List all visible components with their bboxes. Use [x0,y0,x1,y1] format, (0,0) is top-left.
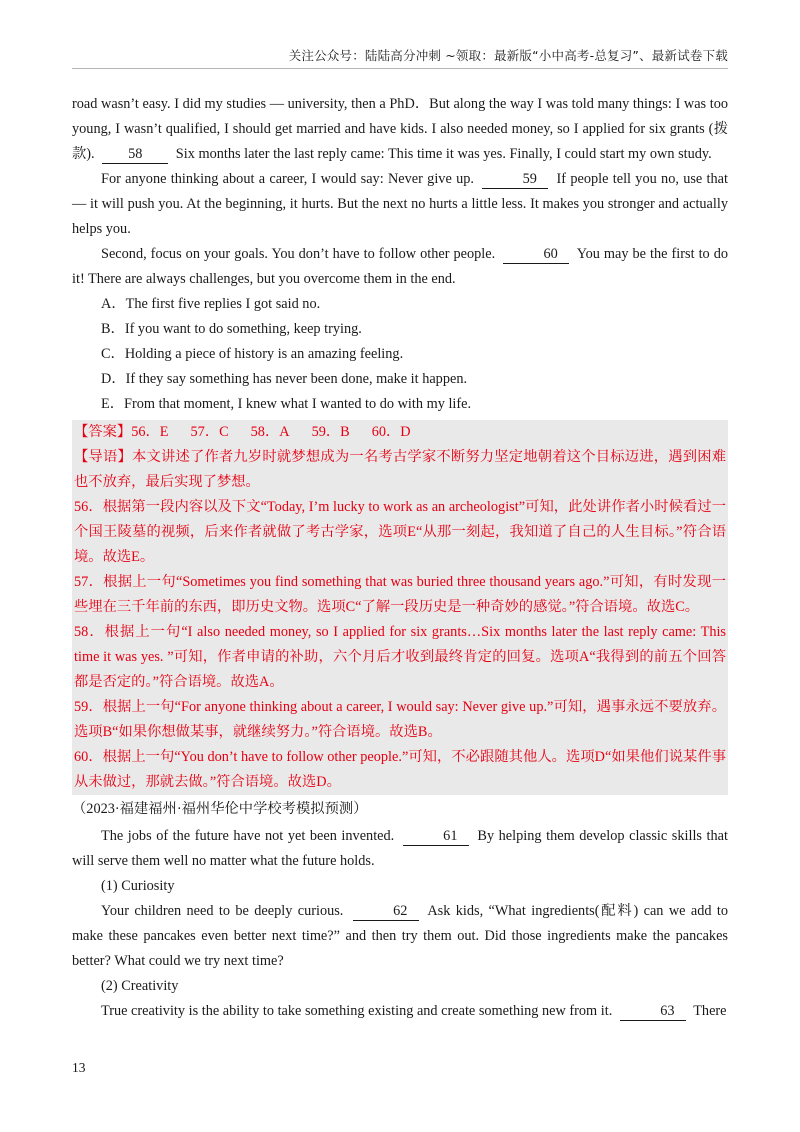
text: Second, focus on your goals. You don’t have to follow other people. [101,246,496,262]
blank-60: 60 [503,246,569,264]
explanation-56: 56．根据第一段内容以及下文“Today, I’m lucky to work as an archeologist”可知，此处讲作者小时候看过一个国王陵墓的视频，后来作者就做了考古学家，选项E“从那一刻起，我知道了自己的人生目标。”符合语境。故选E。 [74,499,726,565]
passage2-paragraph-1 [72,824,728,874]
blank-61: 61 [403,828,469,846]
passage2-paragraph-3 [72,999,728,1024]
header-divider [72,68,728,69]
answer-item: 59．B [311,424,350,440]
text: For anyone thinking about a career, I would say: Never give up. [101,171,474,187]
page-number: 13 [72,1060,86,1075]
text: Ask kids, “What ingredients(配料) can we add to make these pancakes even better next time?” and then try them out. Did those ingredients make the pancakes better? What could we try next time? [72,903,728,969]
blank-62: 62 [353,903,419,921]
blank-59: 59 [482,171,548,189]
text: If people tell you no, use that — it will push you. At the beginning, it hurts. But the next no hurts a little less. It makes you stronger and actually helps you. [72,171,728,237]
text: You may be the first to do it! There are always challenges, but you overcome them in the end. [72,246,729,287]
answer-item: 58．A [250,424,290,440]
option-b: B．If you want to do something, keep trying. [101,321,362,337]
blank-63: 63 [620,1003,686,1021]
answer-line [74,420,726,445]
answer-label: 【答案】 [74,424,132,440]
explanation-60: 60．根据上一句“You don’t have to follow other people.”可知，不必跟随其他人。选项D“如果他们说某件事从未做过，那就去做。”符合语境。故选D。 [74,749,726,790]
question-source: （2023·福建福州·福州华伦中学校考模拟预测） [72,801,368,817]
answer-item: 60．D [371,424,411,440]
explanation-57: 57．根据上一句“Sometimes you find something that was buried three thousand years ago.”可知，有时发现一些埋在三千年前的东西，即历史文物。选项C“了解一段历史是一种奇妙的感觉。”符合语境。故选C。 [74,574,726,615]
option-a: A．The first five replies I got said no. [101,296,321,312]
text: By helping them develop classic skills that will serve them well no matter what the future holds. [72,828,728,869]
text: Your children need to be deeply curious. [101,903,344,919]
text: The jobs of the future have not yet been invented. [101,828,395,844]
passage1-paragraph-1 [72,92,728,167]
option-d: D．If they say something has never been done, make it happen. [101,371,468,387]
section-heading-creativity: (2) Creativity [101,978,179,994]
passage1-paragraph-2 [72,167,728,242]
blank-58: 58 [102,146,168,164]
explanation-59: 59．根据上一句“For anyone thinking about a career, I would say: Never give up.”可知，遇事永远不要放弃。选项B“如果你想做某事，就继续努力。”符合语境。故选B。 [74,699,726,740]
text: road wasn’t easy. I did my studies — university, then a PhD．But along the way I was told many things: I was too young, I wasn’t qualified, I should get married and have kids. I also needed money, so I applied for six grants (拨款). [72,96,728,162]
option-e: E．From that moment, I knew what I wanted to do with my life. [101,396,472,412]
option-c: C．Holding a piece of history is an amazing feeling. [101,346,404,362]
answer-item: 57．C [190,424,229,440]
text: Six months later the last reply came: This time it was yes. Finally, I could start my own study. [175,146,712,162]
passage2-paragraph-2 [72,899,728,974]
section-heading-curiosity: (1) Curiosity [101,878,175,894]
guide-text: 【导语】本文讲述了作者九岁时就梦想成为一名考古学家不断努力坚定地朝着这个目标迈进，遇到困难也不放弃，最后实现了梦想。 [74,449,726,490]
answer-item: 56．E [131,424,169,440]
document-body [72,92,728,1024]
explanation-58: 58．根据上一句“I also needed money, so I applied for six grants…Six months later the last reply came: This time it was yes. ”可知，作者申请的补助，六个月后才收到最终肯定的回复。选项A“我得到的前五个回答都是否定的。”符合语境。故选A。 [74,624,726,690]
text: True creativity is the ability to take something existing and create something new from it. [101,1003,613,1019]
answer-section [72,420,728,795]
page-header: 关注公众号：陆陆高分冲刺 ~领取：最新版“小中高考-总复习”、最新试卷下载 [288,48,728,63]
passage1-paragraph-3 [72,242,728,292]
text: There [693,1003,727,1019]
